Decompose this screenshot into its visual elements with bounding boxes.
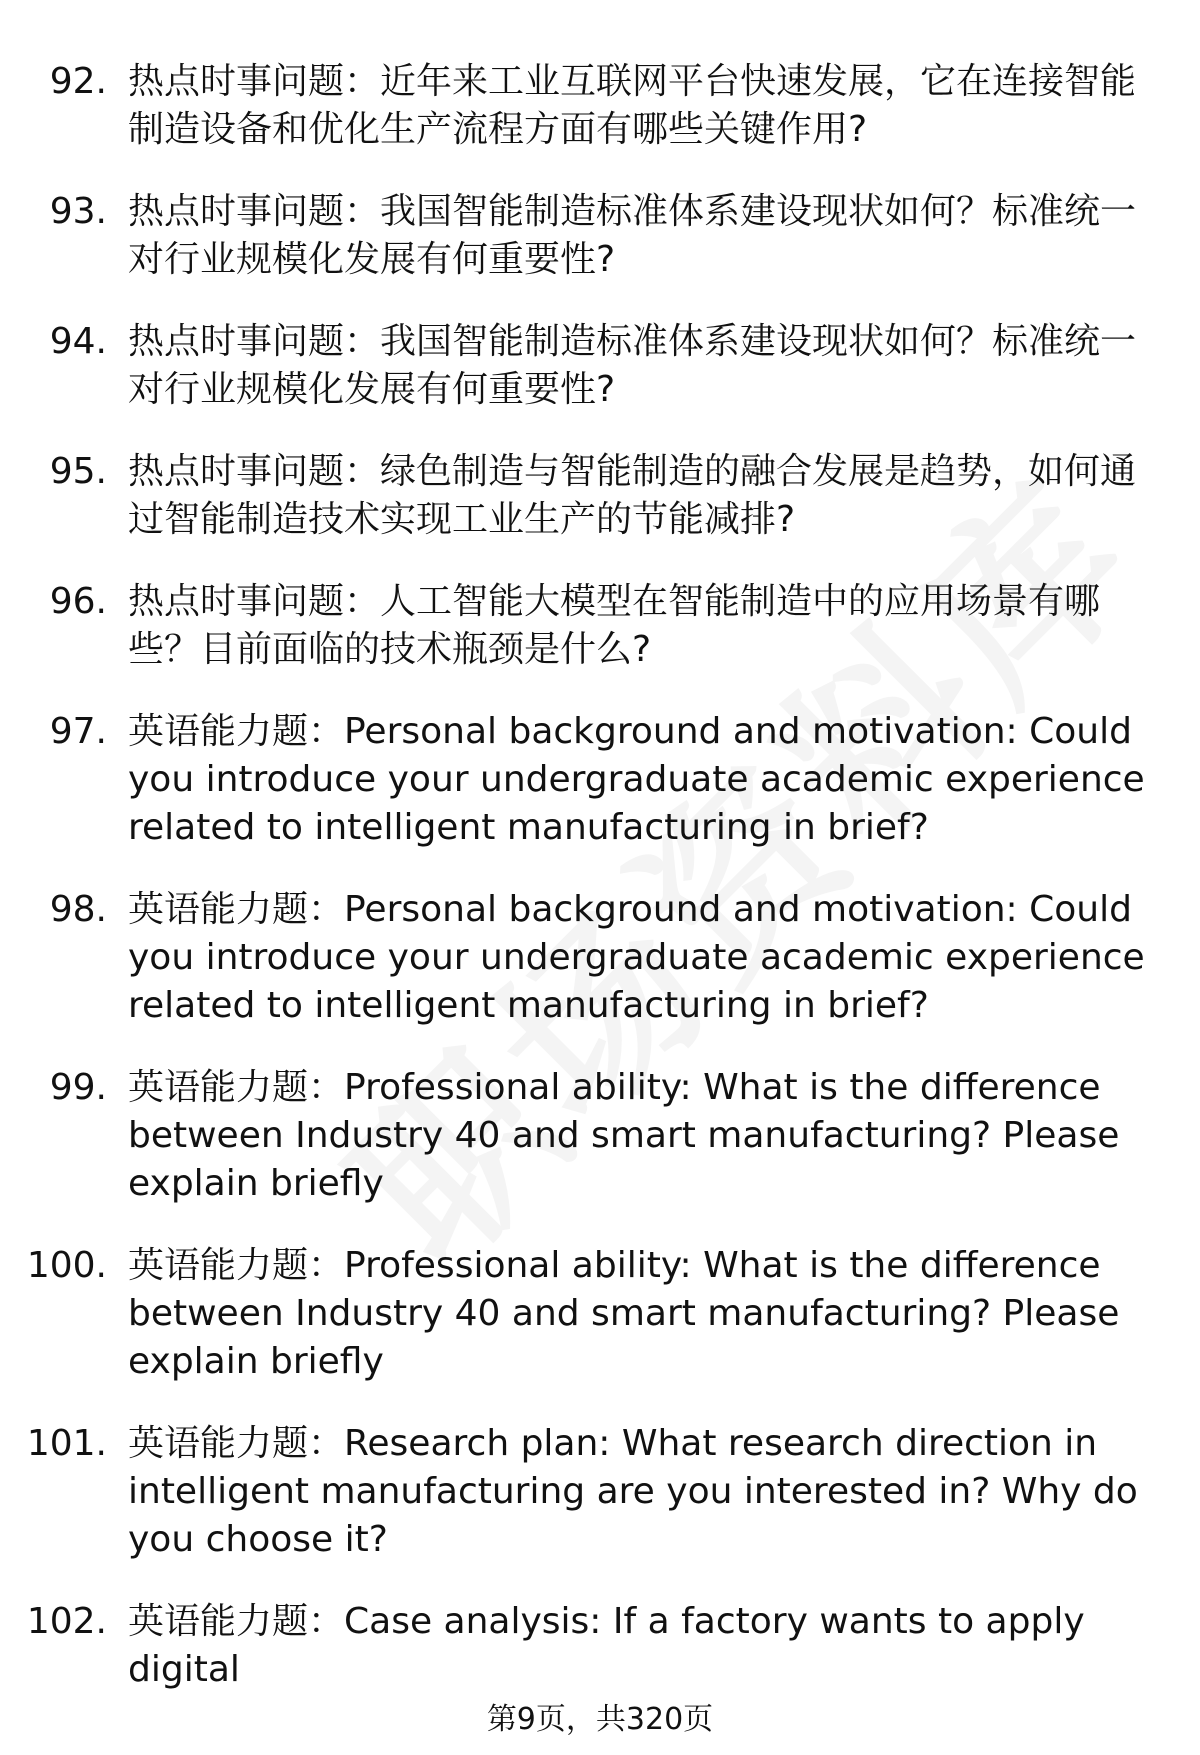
question-item <box>0 708 1200 852</box>
question-number: 98. <box>49 889 107 930</box>
question-item <box>0 578 1200 674</box>
question-list <box>0 58 1200 1728</box>
question-text: 英语能力题：Research plan: What research direction in intelligent manufacturing are you interested in? Why do you choose it? <box>128 1423 1138 1560</box>
page-footer: 第9页，共320页 <box>486 1702 714 1737</box>
question-text: 热点时事问题：近年来工业互联网平台快速发展，它在连接智能制造设备和优化生产流程方面有哪些关键作用? <box>128 61 1137 150</box>
question-item <box>0 1598 1200 1694</box>
question-number: 95. <box>49 451 107 492</box>
question-item <box>0 318 1200 414</box>
question-text: 热点时事问题：绿色制造与智能制造的融合发展是趋势，如何通过智能制造技术实现工业生产的节能减排? <box>128 451 1137 540</box>
question-number: 97. <box>49 711 107 752</box>
question-text: 热点时事问题：人工智能大模型在智能制造中的应用场景有哪些？目前面临的技术瓶颈是什么? <box>128 581 1101 670</box>
question-text: 热点时事问题：我国智能制造标准体系建设现状如何？标准统一对行业规模化发展有何重要性? <box>128 191 1137 280</box>
question-number: 100. <box>26 1245 107 1286</box>
question-number: 92. <box>49 61 107 102</box>
question-item <box>0 1064 1200 1208</box>
question-number: 96. <box>49 581 107 622</box>
question-item <box>0 1242 1200 1386</box>
question-item <box>0 886 1200 1030</box>
question-text: 英语能力题：Personal background and motivation: Could you introduce your undergraduate academic experience related to intelligent manufacturing in brief? <box>128 889 1145 1026</box>
question-text: 英语能力题：Professional ability: What is the difference between Industry 40 and smart manufacturing? Please explain briefly <box>128 1067 1120 1204</box>
question-item <box>0 1420 1200 1564</box>
question-text: 英语能力题：Case analysis: If a factory wants to apply digital <box>128 1601 1085 1690</box>
question-item <box>0 188 1200 284</box>
question-item <box>0 448 1200 544</box>
question-number: 102. <box>26 1601 107 1642</box>
question-number: 99. <box>49 1067 107 1108</box>
question-text: 热点时事问题：我国智能制造标准体系建设现状如何？标准统一对行业规模化发展有何重要性? <box>128 321 1137 410</box>
question-number: 101. <box>26 1423 107 1464</box>
question-item <box>0 58 1200 154</box>
question-number: 93. <box>49 191 107 232</box>
question-text: 英语能力题：Professional ability: What is the difference between Industry 40 and smart manufacturing? Please explain briefly <box>128 1245 1120 1382</box>
question-number: 94. <box>49 321 107 362</box>
question-text: 英语能力题：Personal background and motivation: Could you introduce your undergraduate academic experience related to intelligent manufacturing in brief? <box>128 711 1145 848</box>
